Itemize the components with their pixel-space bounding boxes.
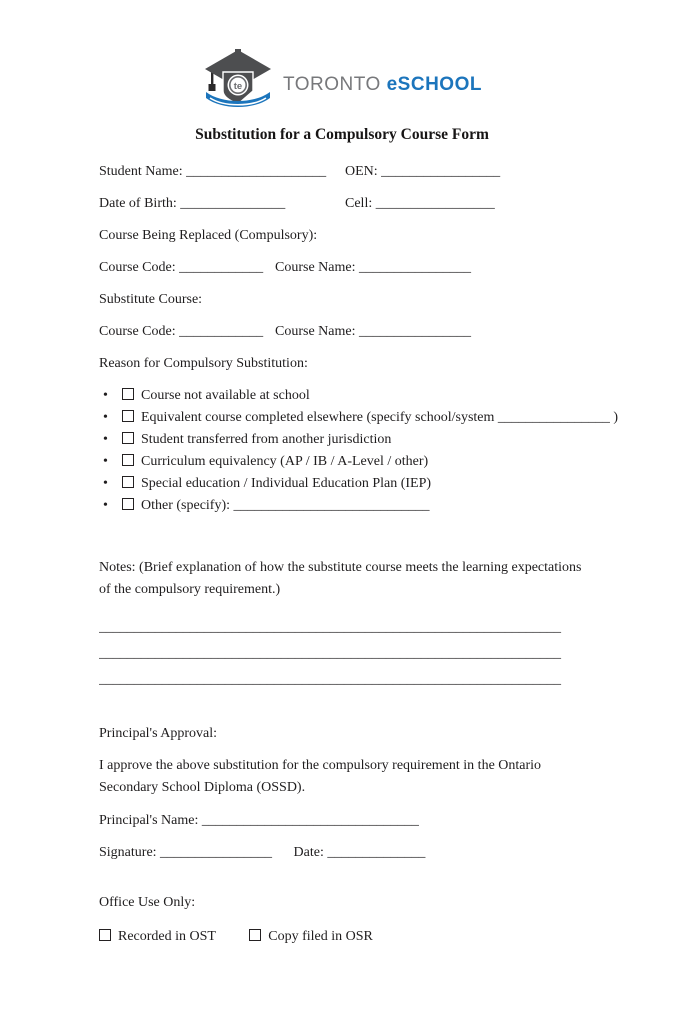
replaced-course-code-field: Course Code: ____________ bbox=[99, 260, 264, 275]
notes-line: __________________________________________________________________ bbox=[99, 620, 561, 635]
graduation-cap-logo-icon bbox=[202, 48, 274, 110]
office-use-heading: Office Use Only: bbox=[99, 895, 196, 910]
svg-text:te: te bbox=[233, 81, 243, 92]
date-field: Date: ______________ bbox=[293, 845, 426, 860]
approval-statement: I approve the above substitution for the compulsory requirement in the Ontario Secondary School Diploma (OSSD). bbox=[99, 758, 542, 795]
office-item bbox=[99, 929, 216, 944]
checkbox-icon bbox=[249, 929, 261, 941]
checkbox-icon bbox=[122, 388, 134, 400]
oen-field: OEN: _________________ bbox=[345, 164, 501, 179]
reason-option-label: Special education / Individual Education Plan (IEP) bbox=[141, 476, 432, 491]
form-title: Substitution for a Compulsory Course Form bbox=[195, 126, 489, 143]
office-item bbox=[249, 929, 373, 944]
reason-option bbox=[103, 429, 585, 451]
reason-options-list bbox=[99, 385, 619, 517]
course-replaced-heading: Course Being Replaced (Compulsory): bbox=[99, 228, 318, 243]
notes-label: Notes: (Brief explanation of how the substitute course meets the learning expectations of the compulsory requirement.) bbox=[99, 560, 582, 597]
principal-name-field: Principal's Name: _______________________________ bbox=[99, 813, 419, 828]
replaced-course-name-field: Course Name: ________________ bbox=[275, 260, 471, 275]
reason-option bbox=[103, 473, 585, 495]
brand-toronto: TORONTO bbox=[283, 74, 381, 95]
substitute-course-name-field: Course Name: ________________ bbox=[275, 324, 471, 339]
substitute-course-row bbox=[99, 321, 585, 343]
date-of-birth-field: Date of Birth: _______________ bbox=[99, 196, 286, 211]
reason-option-label: Student transferred from another jurisdiction bbox=[141, 432, 392, 447]
substitute-course-code-field: Course Code: ____________ bbox=[99, 324, 264, 339]
reason-option bbox=[103, 385, 585, 407]
principal-approval-heading: Principal's Approval: bbox=[99, 726, 218, 741]
reason-option bbox=[103, 451, 585, 473]
notes-line: __________________________________________________________________ bbox=[99, 646, 561, 661]
logo bbox=[99, 48, 585, 110]
checkbox-icon bbox=[122, 476, 134, 488]
brand-text bbox=[283, 62, 482, 96]
reason-option bbox=[103, 407, 619, 429]
office-item-label: Copy filed in OSR bbox=[268, 929, 373, 944]
notes-line: __________________________________________________________________ bbox=[99, 672, 561, 687]
replaced-course-row bbox=[99, 257, 585, 279]
student-name-field: Student Name: ____________________ bbox=[99, 164, 327, 179]
checkbox-icon bbox=[122, 432, 134, 444]
office-item-label: Recorded in OST bbox=[118, 929, 216, 944]
signature-date-row bbox=[99, 842, 585, 864]
birth-cell-row bbox=[99, 193, 585, 215]
reason-heading: Reason for Compulsory Substitution: bbox=[99, 356, 308, 371]
reason-option-label: Curriculum equivalency (AP / IB / A-Level / other) bbox=[141, 454, 429, 469]
cell-field: Cell: _________________ bbox=[345, 196, 495, 211]
office-use-row bbox=[99, 926, 585, 948]
reason-option-label: Course not available at school bbox=[141, 388, 310, 403]
student-oen-row bbox=[99, 161, 585, 183]
checkbox-icon bbox=[122, 498, 134, 510]
substitute-course-heading: Substitute Course: bbox=[99, 292, 203, 307]
reason-option bbox=[103, 495, 585, 517]
checkbox-icon bbox=[122, 410, 134, 422]
brand-eschool: eSCHOOL bbox=[386, 74, 482, 95]
signature-field: Signature: ________________ bbox=[99, 845, 273, 860]
reason-option-label: Equivalent course completed elsewhere (specify school/system ________________ ) bbox=[141, 410, 619, 425]
notes-write-area bbox=[99, 615, 585, 693]
checkbox-icon bbox=[99, 929, 111, 941]
reason-option-label: Other (specify): ____________________________ bbox=[141, 498, 430, 513]
checkbox-icon bbox=[122, 454, 134, 466]
